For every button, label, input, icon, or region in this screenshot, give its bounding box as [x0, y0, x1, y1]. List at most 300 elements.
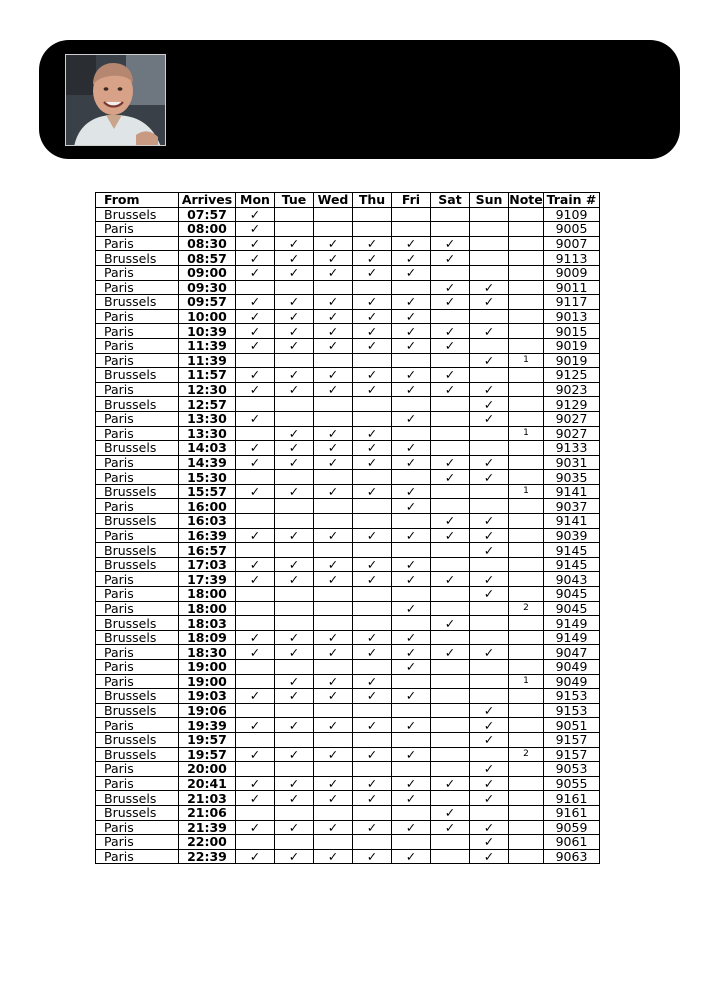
- check-icon: ✓: [444, 323, 456, 339]
- day-cell-sat: [431, 441, 470, 456]
- day-cell-sat: [431, 645, 470, 660]
- arrival-time-cell: 21:03: [179, 791, 236, 806]
- day-cell-fri: [392, 645, 431, 660]
- day-cell-sun: [470, 849, 509, 864]
- check-icon: ✓: [327, 630, 339, 645]
- day-cell-sat: [431, 616, 470, 631]
- day-cell-mon: [236, 703, 275, 718]
- check-icon: ✓: [483, 513, 495, 529]
- day-cell-fri: [392, 514, 431, 529]
- day-cell-thu: [353, 338, 392, 353]
- train-number-cell: 9019: [544, 353, 600, 368]
- day-cell-sun: [470, 660, 509, 675]
- day-cell-sun: [470, 805, 509, 820]
- column-header-mon: Mon: [236, 193, 275, 208]
- day-cell-sun: [470, 732, 509, 747]
- day-cell-sun: [470, 718, 509, 733]
- day-cell-tue: [275, 251, 314, 266]
- note-cell: [509, 762, 544, 777]
- day-cell-thu: [353, 645, 392, 660]
- day-cell-sat: [431, 411, 470, 426]
- day-cell-tue: [275, 660, 314, 675]
- arrival-time-cell: 19:06: [179, 703, 236, 718]
- note-cell: [509, 222, 544, 237]
- day-cell-mon: [236, 616, 275, 631]
- origin-cell: Paris: [96, 338, 179, 353]
- table-row: [96, 411, 600, 426]
- check-icon: ✓: [405, 338, 417, 354]
- check-icon: ✓: [288, 382, 300, 397]
- check-icon: ✓: [249, 338, 261, 354]
- day-cell-fri: [392, 674, 431, 689]
- column-header-fri: Fri: [392, 193, 431, 208]
- day-cell-tue: [275, 587, 314, 602]
- day-cell-fri: [392, 528, 431, 543]
- day-cell-sun: [470, 630, 509, 645]
- check-icon: ✓: [249, 790, 261, 806]
- day-cell-sun: [470, 776, 509, 791]
- origin-cell: Paris: [96, 835, 179, 850]
- check-icon: ✓: [327, 557, 339, 572]
- note-cell: [509, 368, 544, 383]
- train-number-cell: 9023: [544, 382, 600, 397]
- check-icon: ✓: [288, 630, 300, 645]
- note-cell: [509, 805, 544, 820]
- origin-cell: Paris: [96, 776, 179, 791]
- day-cell-thu: [353, 791, 392, 806]
- check-icon: ✓: [288, 323, 300, 339]
- day-cell-fri: [392, 805, 431, 820]
- check-icon: ✓: [444, 236, 456, 251]
- note-cell: [509, 309, 544, 324]
- column-header-tue: Tue: [275, 193, 314, 208]
- table-row: [96, 805, 600, 820]
- check-icon: ✓: [249, 717, 261, 733]
- note-cell: [509, 660, 544, 675]
- check-icon: ✓: [483, 353, 495, 368]
- day-cell-fri: [392, 309, 431, 324]
- day-cell-sat: [431, 324, 470, 339]
- arrival-time-cell: 11:39: [179, 338, 236, 353]
- check-icon: ✓: [288, 644, 300, 660]
- table-row: [96, 251, 600, 266]
- day-cell-fri: [392, 499, 431, 514]
- origin-cell: Brussels: [96, 557, 179, 572]
- day-cell-wed: [314, 382, 353, 397]
- table-row: [96, 630, 600, 645]
- origin-cell: Paris: [96, 587, 179, 602]
- origin-cell: Brussels: [96, 703, 179, 718]
- table-row: [96, 338, 600, 353]
- day-cell-wed: [314, 820, 353, 835]
- note-cell: [509, 835, 544, 850]
- day-cell-mon: [236, 660, 275, 675]
- day-cell-fri: [392, 280, 431, 295]
- check-icon: ✓: [405, 571, 417, 587]
- day-cell-thu: [353, 630, 392, 645]
- day-cell-tue: [275, 762, 314, 777]
- day-cell-wed: [314, 514, 353, 529]
- day-cell-mon: [236, 543, 275, 558]
- day-cell-wed: [314, 849, 353, 864]
- day-cell-tue: [275, 338, 314, 353]
- check-icon: ✓: [405, 557, 417, 572]
- arrival-time-cell: 18:09: [179, 630, 236, 645]
- check-icon: ✓: [249, 411, 261, 426]
- train-number-cell: 9161: [544, 805, 600, 820]
- day-cell-sun: [470, 295, 509, 310]
- train-timetable: [95, 192, 600, 864]
- check-icon: ✓: [366, 688, 378, 704]
- table-row: [96, 309, 600, 324]
- train-number-cell: 9113: [544, 251, 600, 266]
- origin-cell: Brussels: [96, 791, 179, 806]
- day-cell-wed: [314, 660, 353, 675]
- day-cell-thu: [353, 499, 392, 514]
- note-cell: [509, 441, 544, 456]
- day-cell-tue: [275, 265, 314, 280]
- day-cell-sat: [431, 601, 470, 616]
- table-row: [96, 776, 600, 791]
- check-icon: ✓: [288, 849, 300, 864]
- origin-cell: Paris: [96, 718, 179, 733]
- arrival-time-cell: 19:00: [179, 674, 236, 689]
- day-cell-tue: [275, 309, 314, 324]
- note-cell: 2: [509, 601, 544, 616]
- day-cell-sat: [431, 382, 470, 397]
- day-cell-fri: [392, 557, 431, 572]
- day-cell-sun: [470, 528, 509, 543]
- day-cell-wed: [314, 572, 353, 587]
- day-cell-sun: [470, 572, 509, 587]
- note-cell: [509, 616, 544, 631]
- table-row: [96, 265, 600, 280]
- day-cell-fri: [392, 397, 431, 412]
- day-cell-wed: [314, 645, 353, 660]
- train-number-cell: 9133: [544, 441, 600, 456]
- day-cell-wed: [314, 397, 353, 412]
- day-cell-sat: [431, 689, 470, 704]
- check-icon: ✓: [366, 790, 378, 806]
- train-number-cell: 9129: [544, 397, 600, 412]
- check-icon: ✓: [327, 571, 339, 587]
- arrival-time-cell: 07:57: [179, 207, 236, 222]
- day-cell-tue: [275, 470, 314, 485]
- check-icon: ✓: [483, 469, 495, 485]
- day-cell-tue: [275, 324, 314, 339]
- day-cell-thu: [353, 805, 392, 820]
- day-cell-thu: [353, 660, 392, 675]
- arrival-time-cell: 12:30: [179, 382, 236, 397]
- day-cell-sat: [431, 805, 470, 820]
- check-icon: ✓: [444, 615, 456, 631]
- train-number-cell: 9027: [544, 426, 600, 441]
- check-icon: ✓: [327, 849, 339, 864]
- train-number-cell: 9047: [544, 645, 600, 660]
- check-icon: ✓: [327, 790, 339, 806]
- note-cell: [509, 324, 544, 339]
- day-cell-fri: [392, 660, 431, 675]
- check-icon: ✓: [288, 820, 300, 835]
- day-cell-wed: [314, 835, 353, 850]
- check-icon: ✓: [288, 309, 300, 324]
- day-cell-mon: [236, 645, 275, 660]
- day-cell-fri: [392, 338, 431, 353]
- table-row: [96, 455, 600, 470]
- check-icon: ✓: [444, 250, 456, 266]
- note-cell: 1: [509, 426, 544, 441]
- check-icon: ✓: [405, 747, 417, 762]
- day-cell-tue: [275, 368, 314, 383]
- day-cell-thu: [353, 265, 392, 280]
- check-icon: ✓: [288, 674, 300, 689]
- arrival-time-cell: 10:39: [179, 324, 236, 339]
- check-icon: ✓: [483, 834, 495, 850]
- train-number-cell: 9051: [544, 718, 600, 733]
- profile-photo: [65, 54, 166, 146]
- origin-cell: Brussels: [96, 543, 179, 558]
- day-cell-tue: [275, 397, 314, 412]
- day-cell-sun: [470, 689, 509, 704]
- day-cell-wed: [314, 309, 353, 324]
- day-cell-thu: [353, 557, 392, 572]
- day-cell-mon: [236, 455, 275, 470]
- arrival-time-cell: 21:39: [179, 820, 236, 835]
- day-cell-sat: [431, 718, 470, 733]
- train-number-cell: 9009: [544, 265, 600, 280]
- day-cell-thu: [353, 280, 392, 295]
- day-cell-mon: [236, 528, 275, 543]
- check-icon: ✓: [288, 717, 300, 733]
- check-icon: ✓: [405, 265, 417, 281]
- day-cell-thu: [353, 776, 392, 791]
- day-cell-sun: [470, 324, 509, 339]
- check-icon: ✓: [327, 338, 339, 354]
- day-cell-mon: [236, 484, 275, 499]
- day-cell-sat: [431, 236, 470, 251]
- check-icon: ✓: [288, 688, 300, 704]
- day-cell-tue: [275, 426, 314, 441]
- day-cell-tue: [275, 616, 314, 631]
- day-cell-sun: [470, 645, 509, 660]
- origin-cell: Brussels: [96, 630, 179, 645]
- arrival-time-cell: 10:00: [179, 309, 236, 324]
- table-row: [96, 207, 600, 222]
- check-icon: ✓: [249, 455, 261, 470]
- day-cell-wed: [314, 747, 353, 762]
- table-row: [96, 484, 600, 499]
- day-cell-fri: [392, 236, 431, 251]
- train-number-cell: 9053: [544, 762, 600, 777]
- day-cell-wed: [314, 805, 353, 820]
- origin-cell: Brussels: [96, 732, 179, 747]
- table-row: [96, 587, 600, 602]
- arrival-time-cell: 14:03: [179, 441, 236, 456]
- day-cell-thu: [353, 747, 392, 762]
- check-icon: ✓: [249, 571, 261, 587]
- check-icon: ✓: [405, 250, 417, 266]
- arrival-time-cell: 16:00: [179, 499, 236, 514]
- origin-cell: Paris: [96, 455, 179, 470]
- column-header-thu: Thu: [353, 193, 392, 208]
- day-cell-thu: [353, 455, 392, 470]
- day-cell-thu: [353, 835, 392, 850]
- check-icon: ✓: [249, 250, 261, 266]
- day-cell-fri: [392, 455, 431, 470]
- note-cell: [509, 251, 544, 266]
- day-cell-sat: [431, 353, 470, 368]
- check-icon: ✓: [444, 805, 456, 821]
- note-cell: [509, 732, 544, 747]
- origin-cell: Paris: [96, 849, 179, 864]
- day-cell-sat: [431, 426, 470, 441]
- check-icon: ✓: [405, 644, 417, 660]
- origin-cell: Paris: [96, 265, 179, 280]
- origin-cell: Brussels: [96, 251, 179, 266]
- day-cell-tue: [275, 572, 314, 587]
- day-cell-sun: [470, 703, 509, 718]
- arrival-time-cell: 09:57: [179, 295, 236, 310]
- origin-cell: Paris: [96, 820, 179, 835]
- day-cell-sat: [431, 528, 470, 543]
- check-icon: ✓: [366, 323, 378, 339]
- day-cell-mon: [236, 791, 275, 806]
- day-cell-sun: [470, 499, 509, 514]
- check-icon: ✓: [405, 528, 417, 543]
- check-icon: ✓: [249, 440, 261, 456]
- day-cell-wed: [314, 630, 353, 645]
- arrival-time-cell: 19:57: [179, 732, 236, 747]
- check-icon: ✓: [288, 265, 300, 281]
- table-row: [96, 762, 600, 777]
- arrival-time-cell: 22:39: [179, 849, 236, 864]
- day-cell-mon: [236, 338, 275, 353]
- note-cell: [509, 236, 544, 251]
- origin-cell: Paris: [96, 528, 179, 543]
- check-icon: ✓: [249, 382, 261, 397]
- arrival-time-cell: 08:30: [179, 236, 236, 251]
- day-cell-mon: [236, 499, 275, 514]
- day-cell-tue: [275, 236, 314, 251]
- table-row: [96, 528, 600, 543]
- day-cell-fri: [392, 776, 431, 791]
- day-cell-thu: [353, 441, 392, 456]
- note-cell: [509, 791, 544, 806]
- day-cell-thu: [353, 251, 392, 266]
- arrival-time-cell: 18:00: [179, 601, 236, 616]
- check-icon: ✓: [405, 790, 417, 806]
- day-cell-wed: [314, 295, 353, 310]
- day-cell-thu: [353, 470, 392, 485]
- day-cell-mon: [236, 280, 275, 295]
- day-cell-thu: [353, 324, 392, 339]
- check-icon: ✓: [288, 557, 300, 572]
- day-cell-thu: [353, 689, 392, 704]
- day-cell-tue: [275, 222, 314, 237]
- day-cell-sat: [431, 470, 470, 485]
- check-icon: ✓: [327, 747, 339, 762]
- day-cell-sun: [470, 470, 509, 485]
- check-icon: ✓: [249, 207, 261, 222]
- check-icon: ✓: [366, 294, 378, 310]
- check-icon: ✓: [249, 820, 261, 835]
- day-cell-sat: [431, 251, 470, 266]
- check-icon: ✓: [327, 236, 339, 251]
- check-icon: ✓: [327, 250, 339, 266]
- day-cell-tue: [275, 835, 314, 850]
- note-cell: [509, 630, 544, 645]
- day-cell-sun: [470, 484, 509, 499]
- day-cell-tue: [275, 543, 314, 558]
- day-cell-mon: [236, 236, 275, 251]
- train-number-cell: 9039: [544, 528, 600, 543]
- day-cell-wed: [314, 441, 353, 456]
- arrival-time-cell: 09:30: [179, 280, 236, 295]
- train-number-cell: 9031: [544, 455, 600, 470]
- table-row: [96, 660, 600, 675]
- day-cell-thu: [353, 309, 392, 324]
- check-icon: ✓: [327, 674, 339, 689]
- check-icon: ✓: [288, 528, 300, 543]
- day-cell-thu: [353, 514, 392, 529]
- day-cell-sun: [470, 674, 509, 689]
- table-row: [96, 324, 600, 339]
- check-icon: ✓: [366, 455, 378, 470]
- table-row: [96, 791, 600, 806]
- origin-cell: Brussels: [96, 689, 179, 704]
- origin-cell: Paris: [96, 674, 179, 689]
- table-row: [96, 499, 600, 514]
- check-icon: ✓: [288, 294, 300, 310]
- day-cell-fri: [392, 543, 431, 558]
- day-cell-sun: [470, 251, 509, 266]
- day-cell-sat: [431, 776, 470, 791]
- origin-cell: Brussels: [96, 295, 179, 310]
- check-icon: ✓: [366, 674, 378, 689]
- note-cell: [509, 470, 544, 485]
- arrival-time-cell: 19:39: [179, 718, 236, 733]
- day-cell-sun: [470, 747, 509, 762]
- origin-cell: Paris: [96, 411, 179, 426]
- check-icon: ✓: [249, 747, 261, 762]
- check-icon: ✓: [327, 688, 339, 704]
- check-icon: ✓: [483, 849, 495, 864]
- note-cell: [509, 572, 544, 587]
- day-cell-thu: [353, 820, 392, 835]
- train-number-cell: 9013: [544, 309, 600, 324]
- day-cell-wed: [314, 776, 353, 791]
- arrival-time-cell: 21:06: [179, 805, 236, 820]
- day-cell-sun: [470, 382, 509, 397]
- origin-cell: Paris: [96, 426, 179, 441]
- arrival-time-cell: 15:30: [179, 470, 236, 485]
- day-cell-thu: [353, 222, 392, 237]
- train-number-cell: 9157: [544, 732, 600, 747]
- column-header-wed: Wed: [314, 193, 353, 208]
- check-icon: ✓: [327, 644, 339, 660]
- check-icon: ✓: [327, 528, 339, 543]
- note-cell: [509, 587, 544, 602]
- note-cell: [509, 207, 544, 222]
- origin-cell: Paris: [96, 762, 179, 777]
- check-icon: ✓: [366, 528, 378, 543]
- day-cell-sun: [470, 557, 509, 572]
- check-icon: ✓: [444, 455, 456, 470]
- day-cell-mon: [236, 572, 275, 587]
- day-cell-fri: [392, 265, 431, 280]
- day-cell-sun: [470, 587, 509, 602]
- check-icon: ✓: [405, 323, 417, 339]
